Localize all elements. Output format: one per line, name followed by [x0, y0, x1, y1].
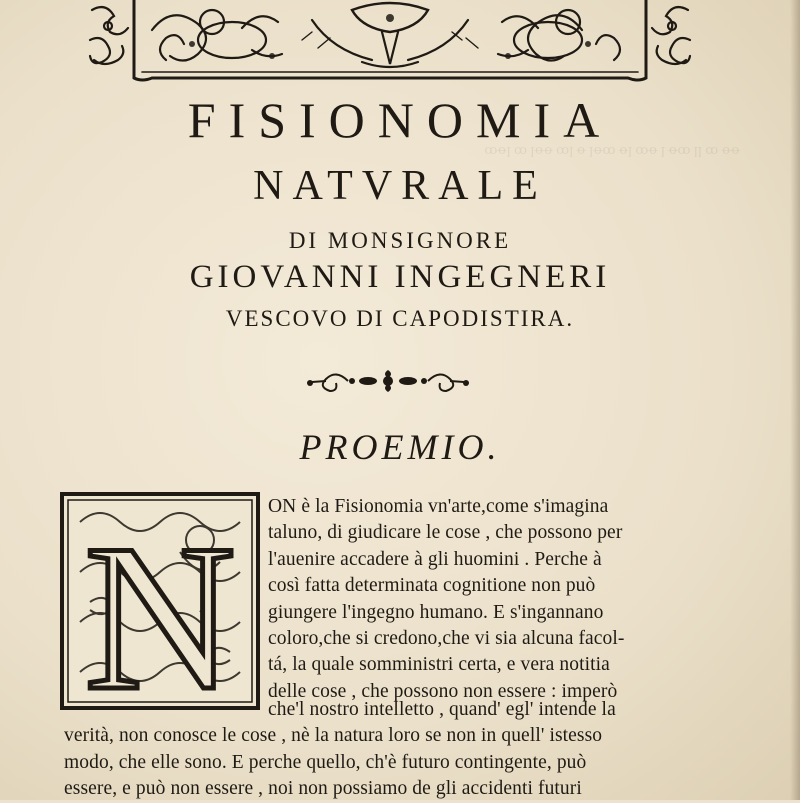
decorated-initial [60, 492, 260, 710]
body-text-narrow [268, 494, 728, 705]
title-line-1: FISIONOMIA [187, 92, 613, 148]
text-line: taluno, di giudicare le cose , che possono per [268, 522, 623, 544]
author-name: GIOVANNI INGEGNERI [189, 259, 611, 295]
text-line: modo, che elle sono. E perche quello, ch'è futuro contingente, può [64, 751, 587, 773]
text-line: giungere l'ingegno humano. E s'ingannano [268, 601, 604, 623]
text-line: così fatta determinata cognitione non può [268, 575, 596, 597]
woodcut-headpiece [82, 0, 698, 86]
text-line: coloro,che si credono,che vi sia alcuna facol- [268, 627, 625, 649]
initial-letter: N [84, 502, 236, 710]
text-line: delle cose , che possono non essere : imperò [268, 680, 618, 702]
text-line: ON è la Fisionomia vn'arte,come s'imagina [268, 496, 609, 517]
text-line: che'l nostro intelletto , quand' egl' intende la [268, 699, 616, 720]
author-title: VESCOVO DI CAPODISTIRA. [225, 306, 575, 331]
text-line: l'auenire accadere à gli huomini . Perche à [268, 548, 602, 570]
title-line-2: NATVRALE [253, 163, 547, 209]
show-through-text: ꝋꝋ ꝏ ꞁꞁ ꝏꝋ ꞁ ꝋꝏ ꞁꝋ ꝏꝋꞁ ꝋ ꞁꝏ ꝋꝋꞁ ꝏ ꞁꝋꝏ [484, 142, 740, 157]
fleuron-ornament [298, 362, 478, 400]
title-line-3: DI MONSIGNORE [288, 228, 512, 253]
body-text-wide [64, 697, 734, 803]
text-line: essere, e può non essere , noi non possiamo de gli accidenti futuri [64, 778, 582, 800]
text-line: tá, la quale somministri certa, e vera notitia [268, 654, 610, 676]
section-heading: PROEMIO. [299, 427, 501, 467]
text-line: verità, non conosce le cose , nè la natura loro se non in quell' istesso [64, 725, 603, 747]
